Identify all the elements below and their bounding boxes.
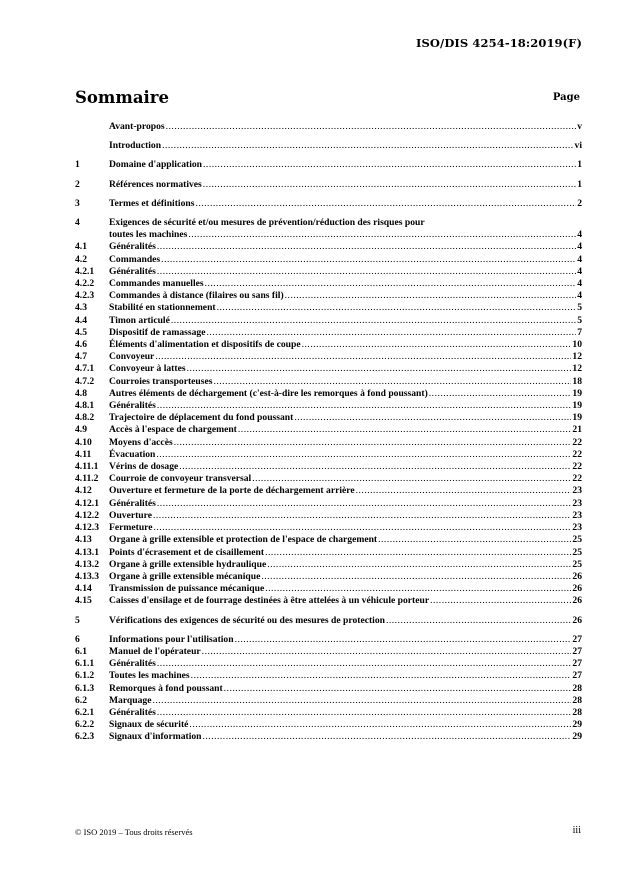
toc-entry[interactable] (75, 290, 582, 302)
toc-entry-title: Termes et définitions (109, 197, 195, 209)
toc-entry-page: 26 (572, 595, 582, 607)
toc-entry-number: 4.2.1 (75, 265, 95, 277)
toc-leader-dots (179, 461, 571, 473)
toc-entry-page: 29 (572, 731, 582, 743)
toc-entry-number: 2 (75, 178, 80, 190)
toc-entry-page: 7 (577, 326, 582, 338)
toc-leader-dots (356, 485, 572, 497)
toc-entry-page: 26 (572, 570, 582, 582)
toc-entry-number: 6.2.3 (75, 731, 95, 743)
toc-entry-number: 4.9 (75, 424, 87, 436)
toc-entry-page: 27 (572, 633, 582, 645)
toc-entry[interactable] (75, 412, 582, 424)
page-column-label: Page (552, 92, 580, 103)
toc-entry-title-line1: Exigences de sécurité et/ou mesures de prévention/réduction des risques pour (109, 217, 425, 229)
toc-leader-dots (161, 254, 576, 266)
toc-leader-dots (261, 571, 571, 583)
toc-leader-dots (157, 707, 572, 719)
toc-leader-dots (235, 634, 572, 646)
toc-entry-number: 6.1.3 (75, 682, 95, 694)
toc-entry-number: 4.7 (75, 351, 87, 363)
toc-entry-page: 27 (572, 645, 582, 657)
toc-entry-title: Fermeture (109, 522, 153, 534)
toc-entry[interactable] (75, 731, 582, 743)
toc-entry-number: 6.1.1 (75, 658, 95, 670)
toc-entry-title-line2: toutes les machines (109, 229, 188, 241)
toc-leader-dots (153, 510, 571, 522)
toc-entry[interactable] (75, 498, 582, 510)
toc-entry-title: Domaine d'application (109, 159, 203, 171)
toc-entry-page: 2 (577, 197, 582, 209)
toc-leader-dots (206, 327, 576, 339)
toc-entry-number: 5 (75, 614, 80, 626)
toc-entry[interactable] (75, 522, 582, 534)
toc-entry-page: 29 (572, 719, 582, 731)
toc-entry-page: 1 (577, 159, 582, 171)
toc-leader-dots (294, 412, 571, 424)
toc-entry-title: Courroie de convoyeur transversal (109, 473, 252, 485)
toc-leader-dots (166, 121, 577, 133)
toc-entry-page: 26 (572, 614, 582, 626)
toc-entry-page: 25 (572, 546, 582, 558)
toc-entry-number: 1 (75, 159, 80, 171)
toc-entry-title: Généralités (109, 265, 156, 277)
toc-leader-dots (162, 140, 573, 152)
toc-entry-title: Moyens d'accès (109, 436, 173, 448)
toc-leader-dots (191, 670, 572, 682)
table-of-contents (75, 121, 582, 744)
toc-group-front (75, 121, 582, 210)
toc-entry-number: 4.4 (75, 314, 87, 326)
toc-entry-title: Organe à grille extensible mécanique (109, 570, 261, 582)
toc-entry-page: 23 (572, 497, 582, 509)
toc-entry-number: 4 (75, 217, 80, 229)
toc-entry-page: 25 (572, 534, 582, 546)
toc-entry-number: 4.8.1 (75, 400, 95, 412)
toc-leader-dots (238, 424, 572, 436)
toc-entry-number: 4.10 (75, 436, 92, 448)
toc-entry[interactable] (75, 510, 582, 522)
toc-entry[interactable] (75, 719, 582, 731)
toc-entry-title: Accès à l'espace de chargement (109, 424, 237, 436)
toc-entry-page: 23 (572, 485, 582, 497)
toc-entry[interactable] (75, 571, 582, 583)
toc-entry[interactable] (75, 302, 582, 314)
toc-entry-page: 19 (572, 400, 582, 412)
toc-entry-title: Autres éléments de déchargement (c'est-à-dire les remorques à fond poussant) (109, 387, 428, 399)
toc-entry-page: 22 (572, 436, 582, 448)
toc-entry-number: 4.8 (75, 387, 87, 399)
toc-entry[interactable] (75, 400, 582, 412)
toc-entry-number: 4.15 (75, 595, 92, 607)
toc-leader-dots (154, 522, 572, 534)
toc-entry-6[interactable] (75, 634, 582, 646)
toc-leader-dots (267, 559, 571, 571)
toc-entry-title: Généralités (109, 241, 156, 253)
toc-entry[interactable] (75, 254, 582, 266)
toc-entry-title: Manuel de l'opérateur (109, 645, 201, 657)
toc-entry-number: 4.11.1 (75, 461, 99, 473)
toc-entry[interactable] (75, 159, 582, 171)
toc-entry[interactable] (75, 658, 582, 670)
toc-entry-page: 4 (577, 229, 582, 241)
toc-entry-number: 6.2 (75, 694, 87, 706)
toc-entry-title: Signaux d'information (109, 731, 202, 743)
toc-entry[interactable] (75, 437, 582, 449)
toc-entry[interactable] (75, 583, 582, 595)
toc-entry-number: 3 (75, 197, 80, 209)
toc-entry-title: Commandes à distance (filaires ou sans fil) (109, 290, 284, 302)
toc-group-section-4 (75, 241, 582, 607)
toc-entry[interactable] (75, 559, 582, 571)
toc-entry-5[interactable] (75, 615, 582, 627)
toc-entry-page: 28 (572, 694, 582, 706)
toc-entry-title: Éléments d'alimentation et dispositifs de coupe (109, 339, 301, 351)
toc-leader-dots (202, 646, 572, 658)
toc-entry-number: 4.13.3 (75, 570, 99, 582)
toc-leader-dots (285, 290, 577, 302)
toc-entry-title: Ouverture et fermeture de la porte de déchargement arrière (109, 485, 355, 497)
toc-entry-page: 19 (572, 412, 582, 424)
toc-entry-title: Organe à grille extensible hydraulique (109, 558, 267, 570)
page-title: Sommaire (75, 88, 169, 107)
toc-entry[interactable] (75, 534, 582, 546)
toc-entry[interactable] (75, 327, 582, 339)
toc-leader-dots (378, 534, 571, 546)
toc-entry-page: 21 (572, 424, 582, 436)
toc-entry-page: 12 (572, 351, 582, 363)
toc-leader-dots (430, 595, 571, 607)
toc-leader-dots (188, 229, 576, 241)
toc-entry-title: Généralités (109, 658, 156, 670)
toc-entry-page: 25 (572, 558, 582, 570)
toc-entry-number: 4.13.1 (75, 546, 99, 558)
toc-entry-number: 4.7.2 (75, 375, 95, 387)
toc-entry-page: 26 (572, 583, 582, 595)
toc-leader-dots (187, 363, 572, 375)
toc-entry[interactable] (75, 140, 582, 152)
toc-entry-title: Ouverture (109, 509, 152, 521)
toc-entry-title: Remorques à fond poussant (109, 682, 223, 694)
toc-leader-dots (189, 719, 571, 731)
page-number: iii (572, 825, 581, 836)
toc-leader-dots (429, 388, 572, 400)
toc-entry[interactable] (75, 278, 582, 290)
toc-entry-page: 4 (577, 290, 582, 302)
toc-entry[interactable] (75, 388, 582, 400)
toc-entry-number: 4.12.3 (75, 522, 99, 534)
toc-entry-title: Convoyeur à lattes (109, 363, 186, 375)
toc-entry-number: 6 (75, 633, 80, 645)
toc-entry[interactable] (75, 266, 582, 278)
toc-entry-number: 4.12.1 (75, 497, 99, 509)
toc-entry-title: Organe à grille extensible et protection de l'espace de chargement (109, 534, 378, 546)
toc-entry-page: 5 (577, 302, 582, 314)
toc-leader-dots (265, 583, 571, 595)
toc-entry-number: 4.12 (75, 485, 92, 497)
toc-entry-number: 4.1 (75, 241, 87, 253)
toc-entry-title: Généralités (109, 497, 156, 509)
toc-entry-title: Transmission de puissance mécanique (109, 583, 265, 595)
toc-entry-page: 1 (577, 178, 582, 190)
toc-entry[interactable] (75, 121, 582, 133)
toc-entry-title: Informations pour l'utilisation (109, 633, 234, 645)
toc-entry-title: Généralités (109, 706, 156, 718)
toc-entry[interactable] (75, 547, 582, 559)
toc-entry-page: 28 (572, 682, 582, 694)
toc-entry-title: Vérifications des exigences de sécurité ou des mesures de protection (109, 614, 385, 626)
toc-entry-title: Trajectoire de déplacement du fond poussant (109, 412, 294, 424)
toc-entry[interactable] (75, 363, 582, 375)
toc-entry-page: 27 (572, 670, 582, 682)
toc-entry[interactable] (75, 376, 582, 388)
toc-entry[interactable] (75, 339, 582, 351)
toc-entry-number: 4.13.2 (75, 558, 99, 570)
toc-entry-number: 6.2.2 (75, 719, 95, 731)
toc-entry-title: Commandes manuelles (109, 278, 204, 290)
toc-entry-page: 22 (572, 473, 582, 485)
toc-entry-title: Timon articulé (109, 314, 170, 326)
toc-leader-dots (265, 547, 571, 559)
toc-entry-number: 4.7.1 (75, 363, 95, 375)
toc-entry-page: 27 (572, 658, 582, 670)
toc-entry[interactable] (75, 473, 582, 485)
toc-leader-dots (217, 302, 577, 314)
toc-leader-dots (157, 658, 572, 670)
toc-entry-page: 4 (577, 253, 582, 265)
toc-entry[interactable] (75, 485, 582, 497)
toc-leader-dots (171, 315, 576, 327)
toc-leader-dots (174, 437, 572, 449)
toc-entry-number: 6.2.1 (75, 706, 95, 718)
toc-entry-number: 4.2.3 (75, 290, 95, 302)
toc-leader-dots (157, 498, 572, 510)
toc-entry[interactable] (75, 179, 582, 191)
toc-entry-page: v (577, 121, 582, 132)
toc-leader-dots (203, 159, 576, 171)
toc-entry-title: Convoyeur (109, 351, 155, 363)
toc-leader-dots (302, 339, 572, 351)
toc-entry-title: Commandes (109, 253, 161, 265)
toc-entry-title: Généralités (109, 400, 156, 412)
toc-leader-dots (203, 731, 572, 743)
toc-leader-dots (213, 376, 571, 388)
toc-leader-dots (152, 695, 571, 707)
toc-entry-title: Évacuation (109, 448, 156, 460)
toc-entry-page: 4 (577, 278, 582, 290)
toc-entry-title: Vérins de dosage (109, 461, 179, 473)
toc-group-section-6 (75, 646, 582, 744)
toc-entry[interactable] (75, 646, 582, 658)
toc-entry-page: 22 (572, 448, 582, 460)
toc-entry-number: 4.13 (75, 534, 92, 546)
toc-entry-number: 4.8.2 (75, 412, 95, 424)
toc-entry-number: 6.1 (75, 645, 87, 657)
toc-entry[interactable] (75, 241, 582, 253)
toc-entry-number: 6.1.2 (75, 670, 95, 682)
toc-leader-dots (203, 179, 576, 191)
toc-leader-dots (386, 615, 571, 627)
toc-entry-4[interactable] (75, 217, 582, 241)
document-reference: ISO/DIS 4254-18:2019(F) (416, 36, 582, 50)
toc-entry-page: 23 (572, 522, 582, 534)
toc-entry-title: Signaux de sécurité (109, 719, 189, 731)
toc-entry-page: 4 (577, 265, 582, 277)
toc-entry[interactable] (75, 198, 582, 210)
toc-entry[interactable] (75, 595, 582, 607)
toc-entry-page: 5 (577, 314, 582, 326)
toc-entry-title: Marquage (109, 694, 152, 706)
toc-entry-title: Introduction (109, 140, 162, 152)
toc-entry[interactable] (75, 315, 582, 327)
toc-entry[interactable] (75, 351, 582, 363)
copyright-notice: © ISO 2019 – Tous droits réservés (75, 827, 193, 837)
toc-leader-dots (157, 400, 572, 412)
toc-entry-title: Stabilité en stationnement (109, 302, 216, 314)
toc-entry-page: 10 (572, 339, 582, 351)
toc-entry[interactable] (75, 695, 582, 707)
toc-entry-title: Courroies transporteuses (109, 375, 213, 387)
toc-entry[interactable] (75, 461, 582, 473)
toc-leader-dots (252, 473, 571, 485)
toc-entry-page: 18 (572, 375, 582, 387)
toc-entry-number: 4.14 (75, 583, 92, 595)
toc-leader-dots (157, 241, 576, 253)
toc-leader-dots (205, 278, 577, 290)
toc-entry-page: 22 (572, 461, 582, 473)
toc-entry-number: 4.11 (75, 448, 92, 460)
toc-entry-number: 4.6 (75, 339, 87, 351)
toc-entry-number: 4.12.2 (75, 509, 99, 521)
toc-entry-page: 28 (572, 706, 582, 718)
toc-entry-number: 4.3 (75, 302, 87, 314)
toc-entry[interactable] (75, 707, 582, 719)
toc-entry[interactable] (75, 449, 582, 461)
toc-entry-page: 4 (577, 241, 582, 253)
toc-entry[interactable] (75, 683, 582, 695)
toc-entry-number: 4.5 (75, 326, 87, 338)
toc-leader-dots (157, 266, 576, 278)
toc-entry-number: 4.11.2 (75, 473, 99, 485)
toc-leader-dots (156, 449, 571, 461)
toc-entry-title: Points d'écrasement et de cisaillement (109, 546, 265, 558)
toc-entry-page: 12 (572, 363, 582, 375)
toc-entry-number: 4.2 (75, 253, 87, 265)
toc-entry-title: Références normatives (109, 178, 202, 190)
toc-entry-title: Caisses d'ensilage et de fourrage destinées à être attelées à un véhicule porteur (109, 595, 430, 607)
toc-leader-dots (224, 683, 572, 695)
toc-entry-page: 23 (572, 509, 582, 521)
toc-entry-title: Toutes les machines (109, 670, 190, 682)
toc-entry-title: Avant-propos (109, 121, 165, 132)
toc-leader-dots (195, 198, 576, 210)
toc-entry-page: 19 (572, 387, 582, 399)
toc-leader-dots (155, 351, 571, 363)
toc-entry[interactable] (75, 670, 582, 682)
toc-entry-number: 4.2.2 (75, 278, 95, 290)
toc-entry-title: Dispositif de ramassage (109, 326, 206, 338)
toc-entry[interactable] (75, 424, 582, 436)
toc-entry-page: vi (574, 140, 582, 152)
